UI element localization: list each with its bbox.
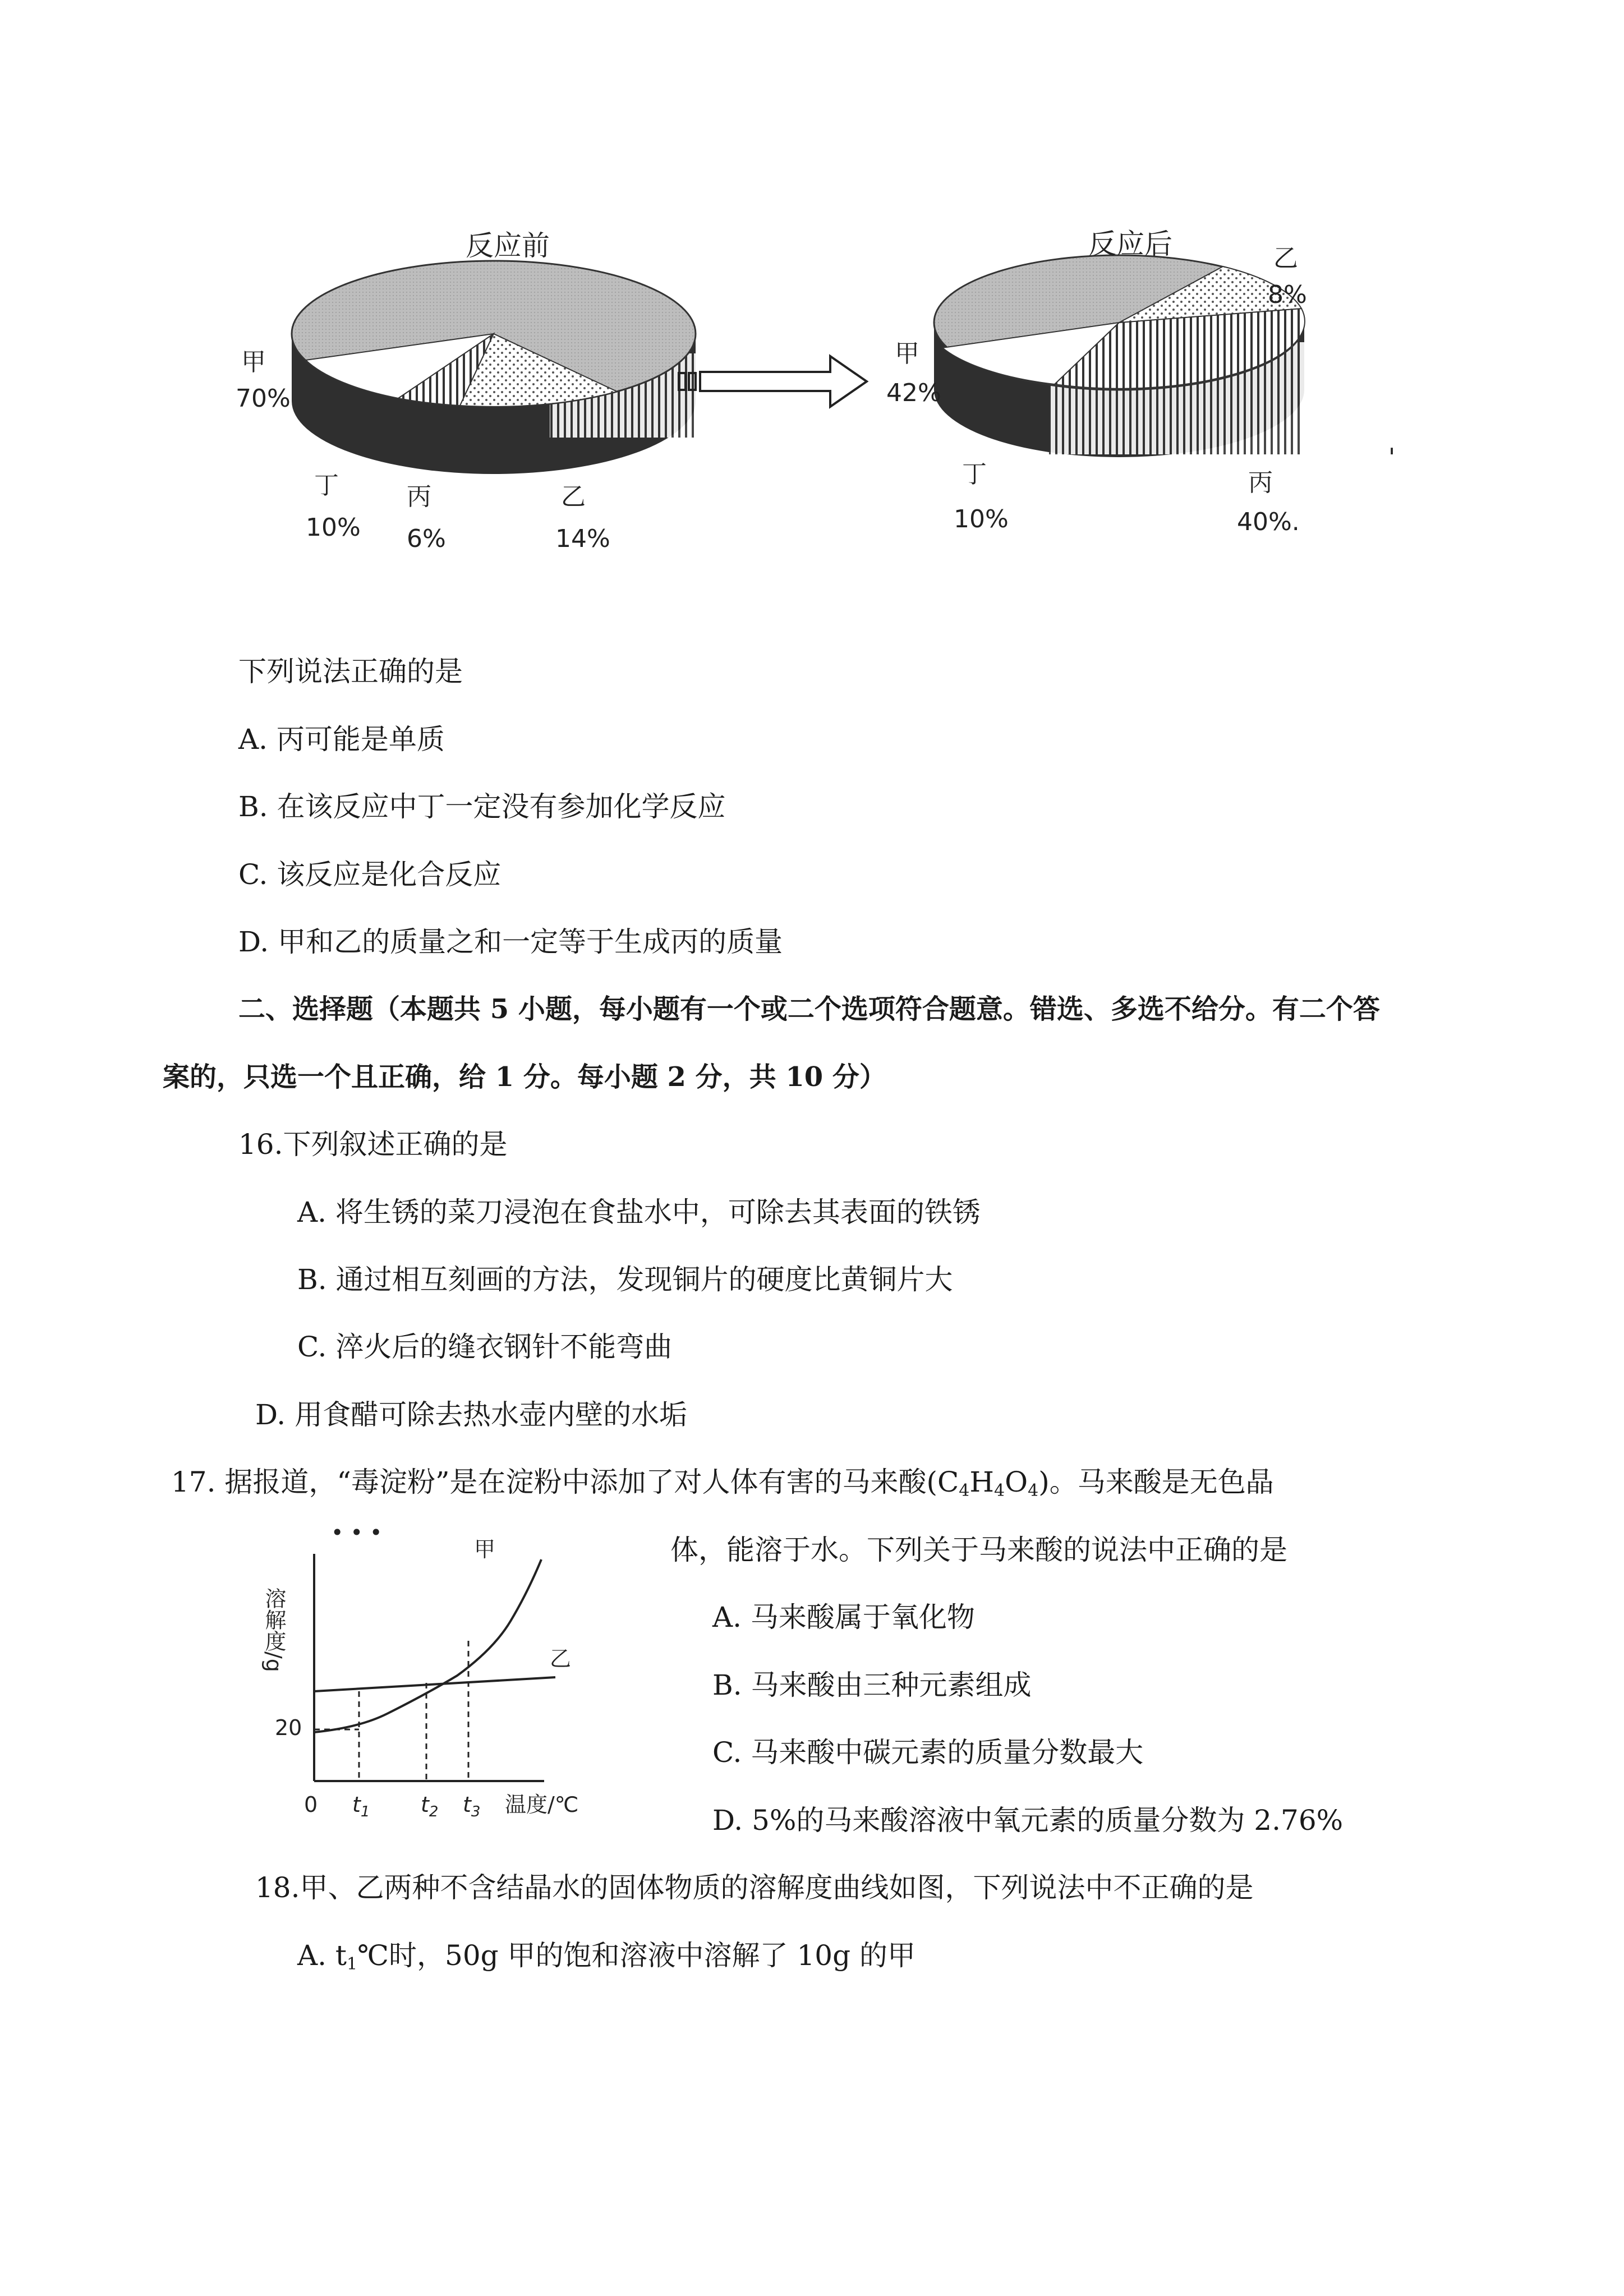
pie-after-label-jia: 甲 bbox=[895, 339, 919, 368]
x-axis-label: 温度/℃ bbox=[505, 1792, 579, 1817]
q18-stem: 18.甲、乙两种不含结晶水的固体物质的溶解度曲线如图，下列说法中不正确的是 bbox=[255, 1871, 1254, 1904]
q16-option-c: C. 淬火后的缝衣钢针不能弯曲 bbox=[297, 1331, 673, 1363]
pie-before-pct-bing: 6% bbox=[407, 524, 446, 553]
q16-option-b: B. 通过相互刻画的方法，发现铜片的硬度比黄铜片大 bbox=[297, 1263, 953, 1296]
pie-before bbox=[236, 229, 696, 553]
pie-after-pct-yi: 8% bbox=[1268, 280, 1307, 309]
pie-after bbox=[886, 228, 1395, 536]
y-axis-label: 溶解度/g bbox=[261, 1588, 286, 1672]
pie-before-pct-jia: 70% bbox=[236, 384, 291, 413]
q16-stem: 16.下列叙述正确的是 bbox=[238, 1128, 508, 1161]
x-tick-t2: $t_2$ bbox=[421, 1792, 439, 1820]
pie-after-pct-ding: 10% bbox=[954, 505, 1009, 533]
q17-stem-cont: 体，能溶于水。下列关于马来酸的说法中正确的是 bbox=[670, 1534, 1287, 1566]
q18-option-a-pre: A. t bbox=[297, 1939, 347, 1972]
pie-after-pct-jia: 42% bbox=[886, 379, 941, 407]
q15-option-b: B. 在该反应中丁一定没有参加化学反应 bbox=[238, 790, 726, 823]
q18-option-a-sub: 1 bbox=[347, 1954, 358, 1974]
q18-option-a bbox=[297, 1936, 915, 1984]
pie-before-title: 反应前 bbox=[466, 229, 550, 262]
q17-option-b: B. 马来酸由三种元素组成 bbox=[712, 1669, 1032, 1701]
curve-yi-label: 乙 bbox=[550, 1646, 572, 1671]
q17-stem-post: )。马来酸是无色晶 bbox=[1038, 1466, 1274, 1498]
solubility-graph bbox=[258, 1515, 606, 1829]
q17-h: H bbox=[969, 1466, 994, 1498]
pie-before-pct-yi: 14% bbox=[555, 524, 610, 553]
pie-before-pct-ding: 10% bbox=[306, 513, 361, 542]
pie-after-label-ding: 丁 bbox=[962, 460, 987, 489]
q15-stem: 下列说法正确的是 bbox=[238, 655, 463, 688]
x-tick-t1: $t_1$ bbox=[352, 1792, 370, 1820]
pie-before-label-yi: 乙 bbox=[561, 482, 586, 511]
origin-label: 0 bbox=[304, 1792, 318, 1817]
pie-after-title: 反应后 bbox=[1088, 228, 1172, 260]
x-tick-t3: $t_3$ bbox=[463, 1792, 481, 1820]
pie-before-label-jia: 甲 bbox=[241, 348, 266, 376]
q17-sub-o: 4 bbox=[1028, 1481, 1039, 1501]
section2-heading-line1: 二、选择题（本题共 5 小题，每小题有一个或二个选项符合题意。错选、多选不给分。有二个答 bbox=[238, 993, 1380, 1025]
q15-option-a: A. 丙可能是单质 bbox=[238, 723, 445, 756]
pie-after-label-bing: 丙 bbox=[1248, 468, 1273, 497]
q17-stem-pre: 17. 据报道，“毒淀粉”是在淀粉中添加了对人体有害的马来酸(C bbox=[171, 1466, 959, 1498]
q17-option-d: D. 5%的马来酸溶液中氧元素的质量分数为 2.76% bbox=[712, 1804, 1344, 1837]
q17-o: O bbox=[1005, 1466, 1028, 1498]
pie-after-pct-bing: 40%. bbox=[1237, 508, 1300, 536]
graph-dots: • • • bbox=[331, 1520, 383, 1545]
pie-figure bbox=[213, 213, 1447, 617]
pie-before-label-ding: 丁 bbox=[314, 471, 339, 500]
q17-stem bbox=[171, 1462, 1274, 1511]
q16-option-a: A. 将生锈的菜刀浸泡在食盐水中，可除去其表面的铁锈 bbox=[297, 1196, 981, 1228]
q17-option-c: C. 马来酸中碳元素的质量分数最大 bbox=[712, 1736, 1144, 1769]
y-tick-20: 20 bbox=[275, 1715, 302, 1740]
curve-jia bbox=[314, 1559, 541, 1732]
section2-heading-line2: 案的，只选一个且正确，给 1 分。每小题 2 分，共 10 分） bbox=[163, 1061, 886, 1093]
pie-before-label-bing: 丙 bbox=[407, 482, 431, 511]
q15-option-d: D. 甲和乙的质量之和一定等于生成丙的质量 bbox=[238, 926, 783, 958]
pie-after-label-yi: 乙 bbox=[1273, 244, 1298, 273]
arrow-icon bbox=[679, 356, 867, 407]
q17-option-a: A. 马来酸属于氧化物 bbox=[712, 1601, 975, 1634]
q17-sub-h: 4 bbox=[994, 1481, 1005, 1501]
stray-mark: ' bbox=[1388, 443, 1396, 472]
curve-jia-label: 甲 bbox=[474, 1537, 496, 1562]
q17-sub-c: 4 bbox=[959, 1481, 970, 1501]
q16-option-d: D. 用食醋可除去热水壶内壁的水垢 bbox=[255, 1398, 688, 1431]
q15-option-c: C. 该反应是化合反应 bbox=[238, 858, 502, 891]
q18-option-a-post: ℃时，50g 甲的饱和溶液中溶解了 10g 的甲 bbox=[357, 1939, 915, 1972]
